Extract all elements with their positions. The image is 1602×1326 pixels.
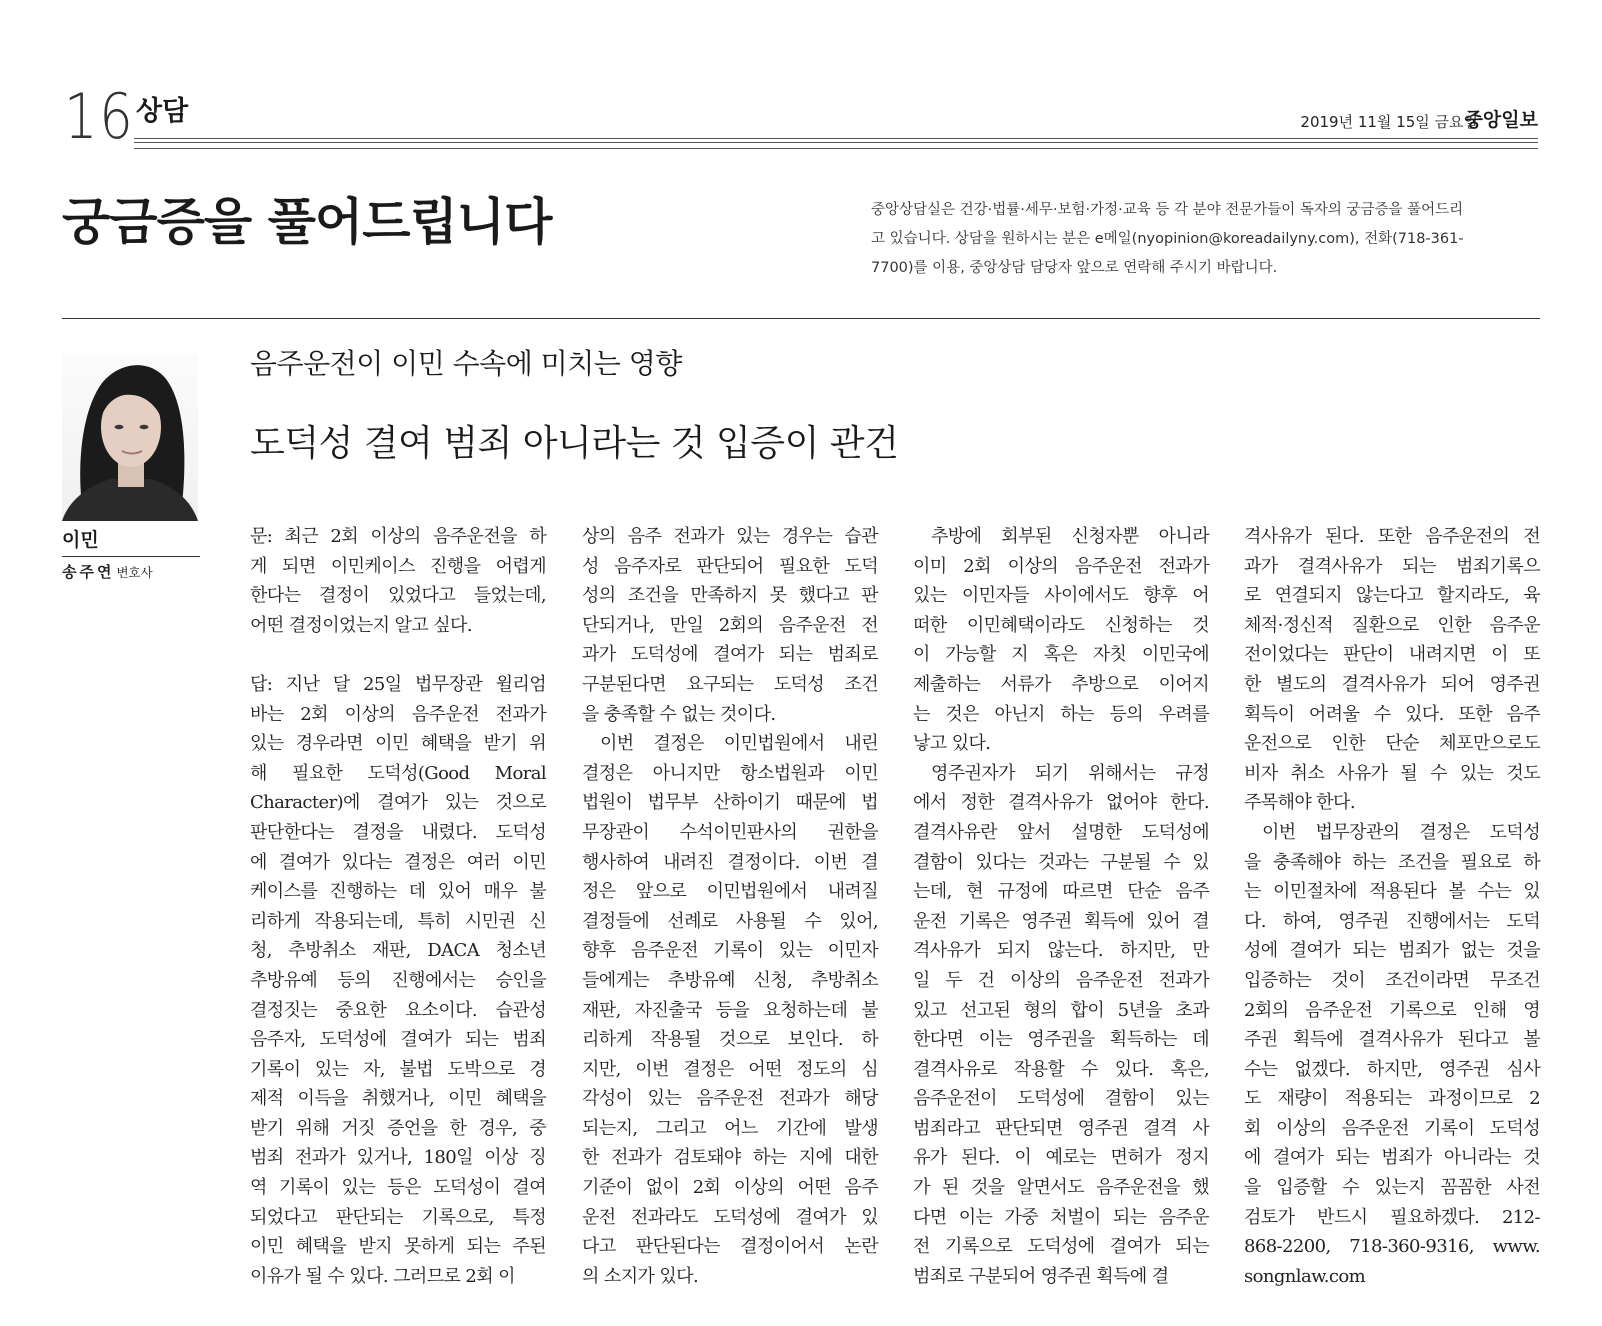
article-line: 받기 위해 거짓 증언을 한 경우, 중 [250, 1117, 546, 1139]
article-line: 문: 최근 2회 이상의 음주운전을 하 [250, 526, 546, 547]
article-line: 격사유가 된다. 또한 음주운전의 전 [1244, 526, 1540, 547]
article-line: 들에게는 추방유예 신청, 추방취소 [582, 969, 878, 991]
masthead-logo: 중앙일보 [1464, 109, 1538, 131]
article-line: 이미 2회 이상의 음주운전 전과가 [913, 555, 1209, 577]
article-line: 성의 조건을 만족하지 못 했다고 판 [582, 585, 878, 607]
article-line: 무장관이 수석이민판사의 권한을 [582, 821, 878, 843]
article-line: 케이스를 진행하는 데 있어 매우 불 [250, 881, 546, 903]
article-line: 비자 취소 사유가 될 수 있는 것도 [1244, 762, 1540, 784]
column-title: 궁금증을 풀어드립니다 [62, 193, 552, 251]
article-line: 한 전과가 검토돼야 하는 지에 대한 [582, 1147, 878, 1169]
article-line: 주권 획득에 결격사유가 된다고 볼 [1244, 1029, 1540, 1051]
article-line: 법원이 법무부 산하이기 때문에 법 [582, 792, 878, 814]
article-line: 유가 된다. 이 예로는 면허가 정지 [913, 1147, 1209, 1169]
article-line: 전이었다는 판단이 내려지면 이 또 [1244, 644, 1540, 666]
article-line: 전 기록으로 도덕성에 결여가 되는 [913, 1236, 1209, 1258]
article-line: 이 가능할 지 혹은 자칫 이민국에 [913, 644, 1209, 666]
article-line: 이유가 될 수 있다. 그러므로 2회 이 [250, 1265, 515, 1287]
article-line: 다면 이는 가중 처벌이 되는 음주운 [913, 1206, 1209, 1228]
intro-line: 중앙상담실은 건강·법률·세무·보험·가정·교육 등 각 분야 전문가들이 독자의 궁금증을 풀어드리 [871, 202, 1464, 218]
article-line: 결정들에 선례로 사용될 수 있어, [582, 910, 878, 932]
article-line: 추방유예 등의 진행에서는 승인을 [250, 969, 546, 991]
intro-line: 고 있습니다. 상담을 원하시는 분은 e메일(nyopinion@koreadailyny.com), 전화(718-361- [871, 231, 1464, 247]
paragraph-gap [250, 640, 546, 670]
article-line: 제적 이득을 취했거나, 이민 혜택을 [250, 1088, 546, 1110]
article-line: 격사유가 되지 않는다. 하지만, 만 [913, 940, 1209, 962]
page-number: 16 [64, 80, 135, 153]
article-line: 범죄라고 판단되면 영주권 결격 사 [913, 1117, 1209, 1139]
article-headline: 도덕성 결여 범죄 아니라는 것 입증이 관건 [250, 423, 899, 464]
article-line: 을 입증할 수 있는지 꼼꼼한 사전 [1244, 1177, 1540, 1199]
article-line: 을 충족할 수 없는 것이다. [582, 703, 776, 725]
article-line: 역 기록이 있는 등은 도덕성이 결여 [250, 1177, 546, 1199]
article-line: 정은 앞으로 이민법원에서 내려질 [582, 881, 878, 903]
article-line: songnlaw.com [1244, 1265, 1366, 1287]
article-line: 운전 기록은 영주권 획득에 있어 결 [913, 910, 1209, 932]
article-line: 리하게 작용될 것으로 보인다. 하 [582, 1029, 878, 1051]
article-line: 바는 2회 이상의 음주운전 전과가 [250, 703, 546, 725]
article-line: 운전 전과라도 도덕성에 결여가 있 [582, 1206, 878, 1228]
article-line: 되었다고 판단되는 기록으로, 특정 [250, 1206, 546, 1228]
article-line: 다. 하여, 영주권 진행에서는 도덕 [1244, 910, 1540, 932]
article-line: 음주자, 도덕성에 결여가 되는 범죄 [250, 1029, 546, 1051]
article-line: 에 결여가 있다는 결정은 여러 이민 [250, 851, 546, 873]
article-line: 각성이 있는 음주운전 전과가 해당 [582, 1088, 878, 1110]
article-line: 범죄 전과가 있거나, 180일 이상 징 [250, 1147, 546, 1169]
author-section-label: 이민 [62, 527, 200, 557]
article-line: 음주운전이 도덕성에 결함이 있는 [913, 1088, 1209, 1110]
article-line: 수는 없겠다. 하지만, 영주권 심사 [1244, 1058, 1540, 1080]
article-line: 운전으로 인한 단순 체포만으로도 [1244, 733, 1540, 755]
article-line: 일 두 건 이상의 음주운전 전과가 [913, 969, 1209, 991]
intro-text [871, 196, 1539, 283]
article-line: 청, 추방취소 재판, DACA 청소년 [250, 940, 546, 962]
article-line: 이번 결정은 이민법원에서 내린 [600, 733, 878, 755]
article-line: 지만, 이번 결정은 어떤 정도의 심 [582, 1058, 878, 1080]
article-line: 추방에 회부된 신청자뿐 아니라 [931, 526, 1209, 547]
article-line: 답: 지난 달 25일 법무장관 윌리엄 [250, 673, 546, 695]
article-line: 범죄로 구분되어 영주권 획득에 결 [913, 1265, 1169, 1287]
article-line: 재판, 자진출국 등을 요청하는데 불 [582, 999, 878, 1021]
article-line: 결격사유란 앞서 설명한 도덕성에 [913, 821, 1209, 843]
article-line: Character)에 결여가 있는 것으로 [250, 792, 546, 814]
article-line: 는 것은 아닌지 하는 등의 우려를 [913, 703, 1209, 725]
article-line: 결격사유로 작용할 수 있다. 혹은, [913, 1058, 1209, 1080]
article-line: 해 필요한 도덕성(Good Moral [250, 762, 546, 784]
article-line: 2회의 음주운전 기록으로 인해 영 [1244, 999, 1540, 1021]
author-photo [62, 353, 198, 521]
article-line: 도 재량이 적용되는 과정이므로 2 [1244, 1088, 1540, 1110]
article-line: 이번 법무장관의 결정은 도덕성 [1262, 821, 1540, 843]
header-rule [134, 138, 1538, 149]
article-line: 회 이상의 음주운전 기록이 도덕성 [1244, 1117, 1540, 1139]
article-line: 한다면 이는 영주권을 획득하는 데 [913, 1029, 1209, 1051]
article-line: 868-2200, 718-360-9316, www. [1244, 1236, 1540, 1258]
article-line: 어떤 결정이었는지 알고 싶다. [250, 614, 472, 636]
article-line: 한 별도의 결격사유가 되어 영주권 [1244, 673, 1540, 695]
article-line: 성 음주자로 판단되어 필요한 도덕 [582, 555, 878, 577]
article-line: 가 된 것을 알면서도 음주운전을 했 [913, 1177, 1209, 1199]
article-line: 을 충족해야 하는 조건을 필요로 하 [1244, 851, 1540, 873]
article-column-4 [1244, 522, 1540, 1291]
article-line: 로 연결되지 않는다고 할지라도, 육 [1244, 585, 1540, 607]
article-line: 떠한 이민혜택이라도 신청하는 것 [913, 614, 1209, 636]
article-line: 판단한다는 결정을 내렸다. 도덕성 [250, 821, 546, 843]
article-line: 과가 결격사유가 되는 범죄기록으 [1244, 555, 1540, 577]
article-line: 에 결여가 되는 범죄가 아니라는 것 [1244, 1147, 1540, 1169]
article-line: 상의 음주 전과가 있는 경우는 습관 [582, 526, 878, 547]
author-role: 변호사 [116, 565, 153, 580]
article-line: 에서 정한 결격사유가 없어야 한다. [913, 792, 1209, 814]
article-line: 있는 경우라면 이민 혜택을 받기 위 [250, 733, 546, 755]
article-line: 기준이 없이 2회 이상의 어떤 음주 [582, 1177, 878, 1199]
article-line: 단되거나, 만일 2회의 음주운전 전 [582, 614, 878, 636]
article-subtitle: 음주운전이 이민 수속에 미치는 영향 [250, 347, 682, 380]
article-line: 과가 도덕성에 결여가 되는 범죄로 [582, 644, 878, 666]
section-title: 상담 [136, 96, 189, 127]
author-name: 송주연 [62, 563, 115, 581]
article-line: 결함이 있다는 것과는 구분될 수 있 [913, 851, 1209, 873]
article-line: 입증하는 것이 조건이라면 무조건 [1244, 969, 1540, 991]
article-column-3 [913, 522, 1209, 1291]
article-column-2 [582, 522, 878, 1291]
article-column-1 [250, 522, 546, 1291]
article-line: 게 되면 이민케이스 진행을 어렵게 [250, 555, 546, 577]
article-line: 의 소지가 있다. [582, 1265, 699, 1287]
article-line: 구분된다면 요구되는 도덕성 조건 [582, 673, 878, 695]
article-line: 결정은 아니지만 항소법원과 이민 [582, 762, 878, 784]
author-portrait-icon [62, 353, 198, 521]
article-line: 획득이 어려울 수 있다. 또한 음주 [1244, 703, 1540, 725]
article-line: 결정짓는 중요한 요소이다. 습관성 [250, 999, 546, 1021]
article-line: 제출하는 서류가 추방으로 이어지 [913, 673, 1209, 695]
author-byline [62, 527, 200, 584]
article-line: 리하게 작용되는데, 특히 시민권 신 [250, 910, 546, 932]
article-line: 영주권자가 되기 위해서는 규정 [931, 762, 1209, 784]
article-line: 검토가 반드시 필요하겠다. 212- [1244, 1206, 1540, 1228]
issue-date: 2019년 11월 15일 금요일 [1300, 113, 1478, 131]
article-line: 낳고 있다. [913, 733, 991, 755]
article-line: 주목해야 한다. [1244, 792, 1355, 814]
article-line: 이민 혜택을 받지 못하게 되는 주된 [250, 1236, 546, 1258]
section-divider [62, 318, 1540, 319]
article-line: 되는지, 그리고 어느 기간에 발생 [582, 1117, 878, 1139]
article-line: 기록이 있는 자, 불법 도박으로 경 [250, 1058, 546, 1080]
article-line: 있고 선고된 형의 합이 5년을 초과 [913, 999, 1209, 1021]
article-line: 체적·정신적 질환으로 인한 음주운 [1244, 614, 1540, 636]
article-line: 성에 결여가 되는 범죄가 없는 것을 [1244, 940, 1540, 962]
article-line: 다고 판단된다는 결정이어서 논란 [582, 1236, 878, 1258]
article-line: 는데, 현 규정에 따르면 단순 음주 [913, 881, 1209, 903]
article-line: 있는 이민자들 사이에서도 향후 어 [913, 585, 1209, 607]
intro-line: 7700)를 이용, 중앙상담 담당자 앞으로 연락해 주시기 바랍니다. [871, 260, 1278, 276]
article-line: 한다는 결정이 있었다고 들었는데, [250, 585, 546, 607]
article-line: 는 이민절차에 적용된다 볼 수는 있 [1244, 881, 1540, 903]
author-credit [62, 561, 200, 584]
article-line: 향후 음주운전 기록이 있는 이민자 [582, 940, 878, 962]
article-line: 행사하여 내려진 결정이다. 이번 결 [582, 851, 878, 873]
